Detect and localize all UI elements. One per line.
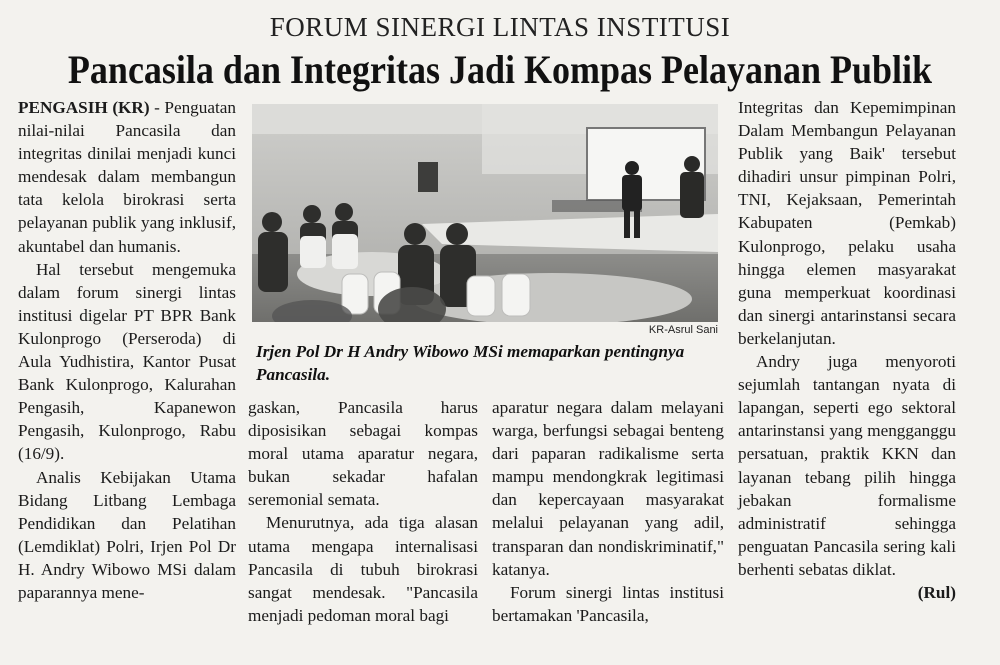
author-initials: (Rul) [917,582,956,602]
headline: Pancasila dan Integritas Jadi Kompas Pelayanan Publik [67,47,933,92]
column-1 [18,96,236,604]
article-photo [252,104,718,322]
paragraph: Analis Kebijakan Utama Bidang Litbang Lembaga Pendidikan dan Pelatihan (Lemdiklat) Polri, Irjen Pol Dr H. Andry Wibowo MSi dalam paparannya mene- [18,467,236,602]
lead-text: - Penguatan nilai-nilai Pancasila dan integritas dinilai menjadi kunci mendesak dalam membangun tata kelola birokrasi serta pelayanan publik yang inklusif, akuntabel dan humanis. [18,98,236,256]
paragraph: Forum sinergi lintas institusi bertamakan 'Pancasila, [492,582,724,625]
paragraph: Menurutnya, ada tiga alasan utama mengapa internalisasi Pancasila di tubuh birokrasi sangat mendesak. "Pancasila menjadi pedoman moral bagi [248,513,478,625]
photo-credit: KR-Asrul Sani [648,324,718,336]
paragraph: Andry juga menyoroti sejumlah tantangan nyata di lapangan, seperti ego sektoral antarinstansi yang mengganggu persatuan, praktik KKN dan layanan tebang pilih hingga jebakan formalisme administratif sehingga penguatan Pancasila sering kali berhenti sebatas diklat. [738,352,956,579]
column-2 [248,396,478,627]
dateline: PENGASIH (KR) [18,98,150,117]
photo-caption: Irjen Pol Dr H Andry Wibowo MSi memaparkan pentingnya Pancasila. [256,342,685,384]
paragraph: gaskan, Pancasila harus diposisikan sebagai kompas moral utama aparatur negara, bukan sekadar hafalan seremonial semata. [248,398,478,510]
paragraph: Integritas dan Kepemimpinan Dalam Membangun Pelayanan Publik yang Baik' tersebut dihadiri unsur pimpinan Polri, TNI, Kejaksaan, Pemerintah Kabupaten (Pemkab) Kulonprogo, pelaku usaha hingga elemen masyarakat guna memperkuat koordinasi dan sinergi antarinstansi secara berkelanjutan. [738,98,956,348]
column-4 [738,96,956,604]
paragraph-lead [18,96,236,258]
forum-photo-illustration [252,104,718,322]
kicker: FORUM SINERGI LINTAS INSTITUSI [269,12,731,42]
column-3 [492,396,724,627]
paragraph: Hal tersebut mengemuka dalam forum sinergi lintas institusi digelar PT BPR Bank Kulonprogo (Perseroda) di Aula Yudhistira, Kantor Pusat Bank Kulonprogo, Kalurahan Pengasih, Kapanewon Pengasih, Kulonprogo, Rabu (16/9). [18,259,236,464]
paragraph: aparatur negara dalam melayani warga, berfungsi sebagai benteng dari paparan radikalisme serta mampu mendongkrak legitimasi dan kepercayaan masyarakat melalui pelayanan yang adil, transparan dan nondiskriminatif," katanya. [492,398,724,579]
